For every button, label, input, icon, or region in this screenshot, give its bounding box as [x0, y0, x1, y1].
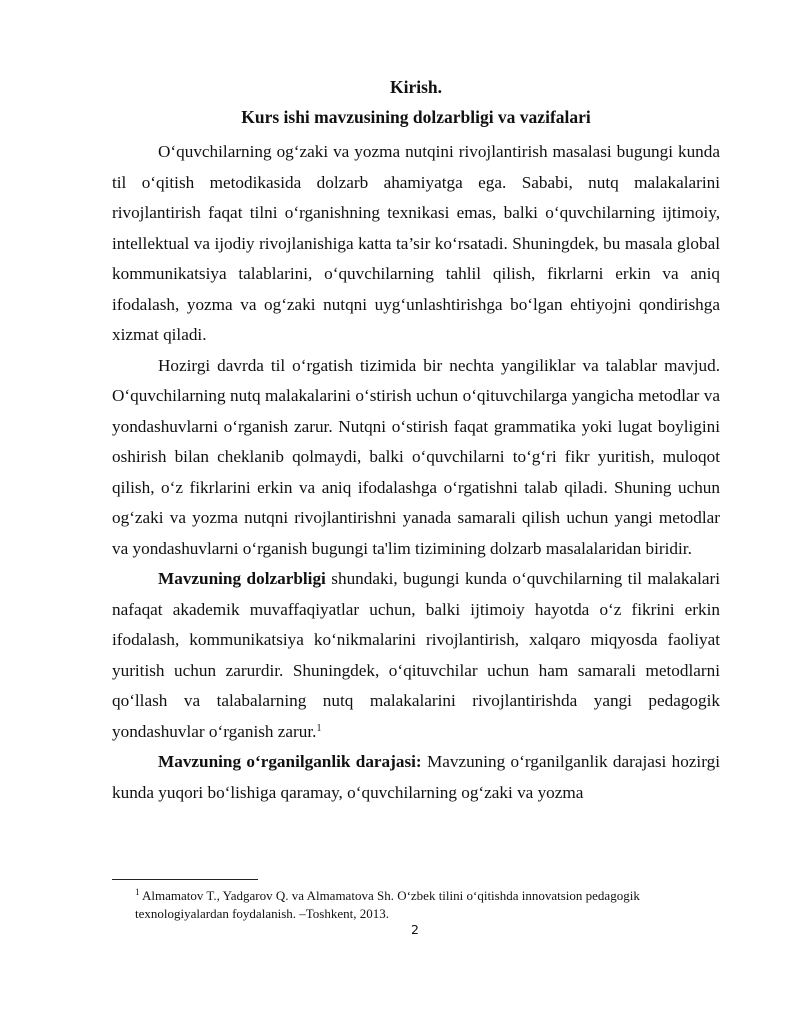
paragraph-3-lead: Mavzuning dolzarbligi	[158, 569, 326, 588]
paragraph-3-text: shundaki, bugungi kunda o‘quvchilarning til malakalari nafaqat akademik muvaffaqiyatlar uchun, balki ijtimoiy hayotda o‘z fikrini erkin ifodalash, kommunikatsiya ko‘nikmalarini rivojlantirish, xalqaro miqyosda faoliyat yuritish uchun zarurdir. Shuningdek, o‘qituvchilar uchun ham samarali metodlarni qo‘llash va talabalarning nutq malakalarini rivojlantirishda yangi pedagogik yondashuvlar o‘rganish zarur.	[112, 569, 720, 741]
page-subtitle: Kurs ishi mavzusining dolzarbligi va vazifalari	[241, 107, 591, 127]
footnote	[135, 887, 705, 923]
footnote-number: 1	[135, 887, 140, 897]
paragraph-1-text: O‘quvchilarning og‘zaki va yozma nutqini rivojlantirish masalasi bugungi kunda til o‘qitish metodikasida dolzarb ahamiyatga ega. Sababi, nutq malakalarini rivojlantirish faqat tilni o‘rganishning texnikasi emas, balki o‘quvchilarning ijtimoiy, intellektual va ijodiy rivojlanishiga katta ta’sir ko‘rsatadi. Shuningdek, bu masala global kommunikatsiya talablarini, o‘quvchilarning tahlil qilish, fikrlarni erkin va aniq ifodalash, yozma va og‘zaki nutqni uyg‘unlashtirishga bo‘lgan ehtiyojni qondirishga xizmat qiladi.	[112, 142, 720, 344]
footnote-separator	[112, 879, 258, 880]
footnote-text: Almamatov T., Yadgarov Q. va Almamatova Sh. O‘zbek tilini o‘qitishda innovatsion pedagogik texnologiyalardan foydalanish. –Toshkent, 2013.	[135, 888, 640, 921]
paragraph-2-text: Hozirgi davrda til o‘rgatish tizimida bir nechta yangiliklar va talablar mavjud. O‘quvchilarning nutq malakalarini o‘stirish uchun o‘qituvchilarga yangicha metodlar va yondashuvlarni o‘rganish zarur. Nutqni o‘stirish faqat grammatika yoki lugat boyligini oshirish bilan cheklanib qolmaydi, balki o‘quvchilarni to‘g‘ri fikr yuritish, muloqot qilish, o‘z fikrlarini erkin va aniq ifodalashga o‘rgatishni talab qiladi. Shuning uchun og‘zaki va yozma nutqni rivojlantirishni yanada samarali qilish uchun yangi metodlar va yondashuvlarni o‘rganish bugungi ta'lim tizimining dolzarb masalalaridan biridir.	[112, 355, 720, 558]
paragraph-1	[112, 137, 720, 351]
paragraph-4	[112, 747, 720, 808]
page-number: 2	[411, 922, 419, 937]
footnote-reference: 1	[316, 722, 322, 734]
body-text	[112, 137, 720, 808]
paragraph-3	[112, 564, 720, 747]
page-title: Kirish.	[389, 77, 443, 97]
paragraph-4-text: Mavzuning o‘rganilganlik darajasi hozirgi kunda yuqori bo‘lishiga qaramay, o‘quvchilarning og‘zaki va yozma	[112, 752, 720, 802]
paragraph-4-lead: Mavzuning o‘rganilganlik darajasi:	[158, 752, 422, 771]
paragraph-2	[112, 351, 720, 565]
